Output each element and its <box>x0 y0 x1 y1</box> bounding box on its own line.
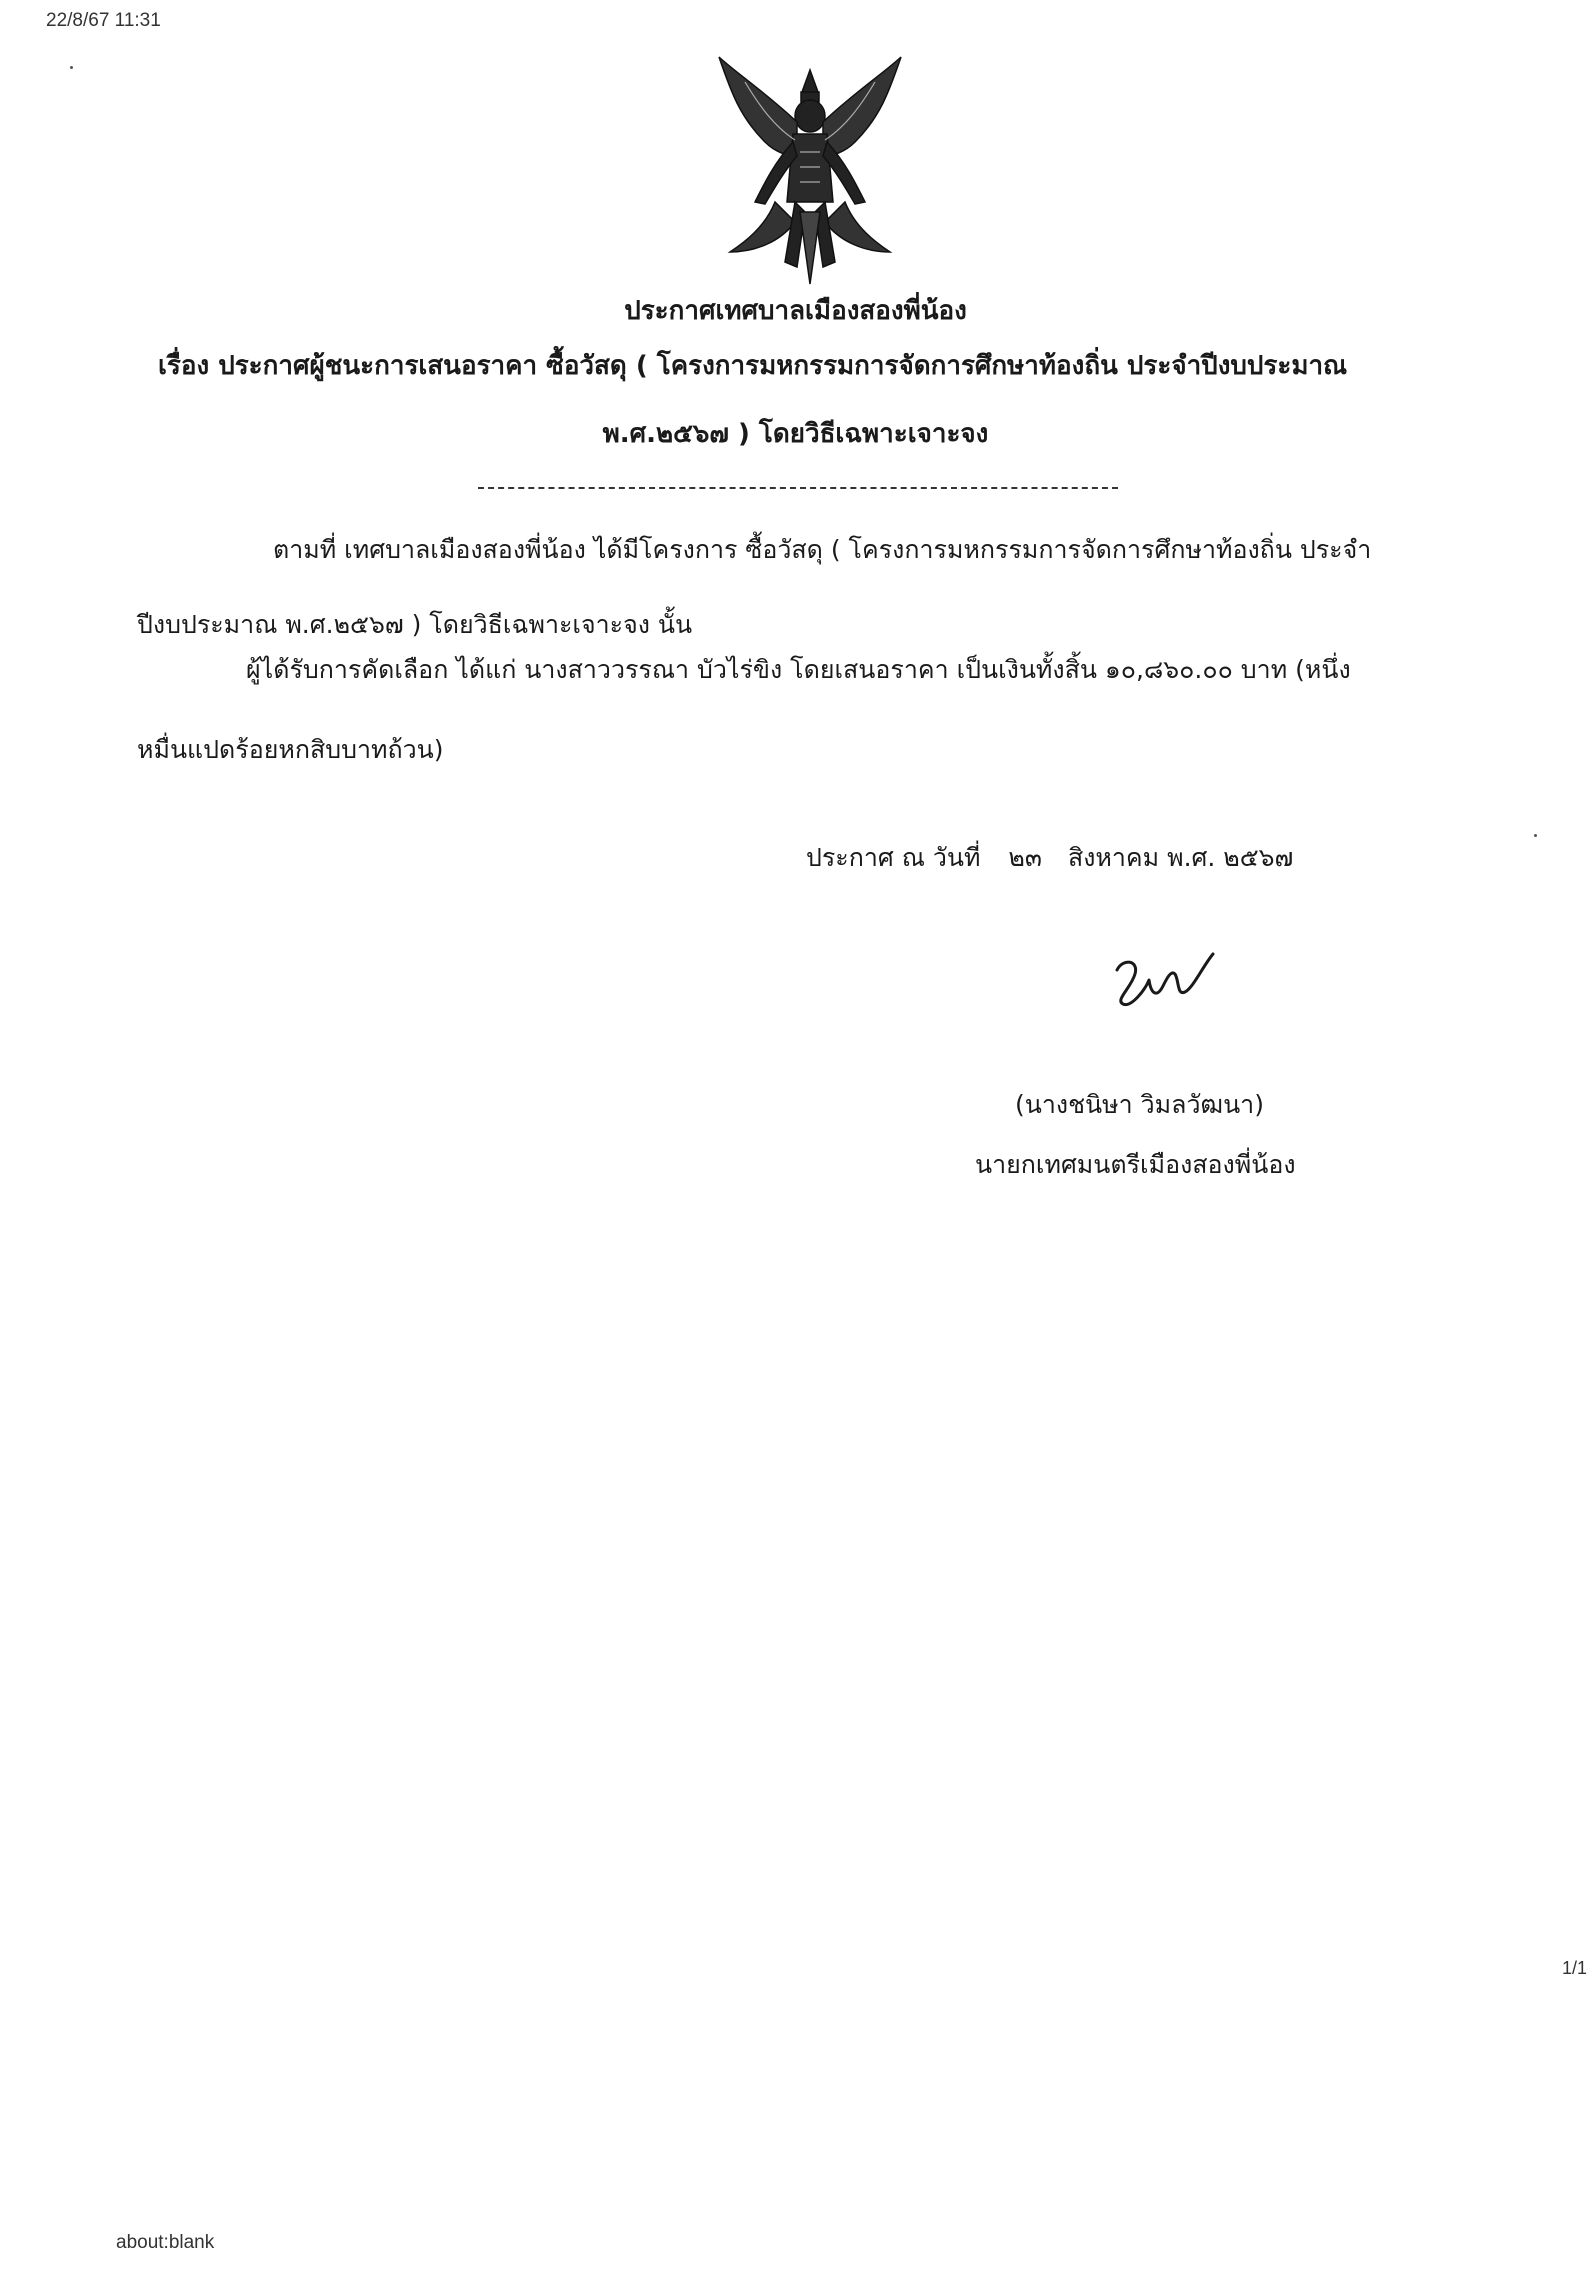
subject-line-2: พ.ศ.๒๕๖๗ ) โดยวิธีเฉพาะเจาะจง <box>602 419 989 449</box>
announcement-prefix: ประกาศ ณ วันที่ <box>806 843 981 872</box>
signer-name: (นางชนิษา วิมลวัฒนา) <box>1015 1090 1264 1119</box>
divider-line <box>478 487 1118 489</box>
scan-speck <box>70 66 73 69</box>
signature-icon <box>1105 940 1225 1020</box>
announcement-month-year: สิงหาคม พ.ศ. ๒๕๖๗ <box>1067 843 1294 872</box>
document-title: ประกาศเทศบาลเมืองสองพี่น้อง <box>624 296 967 326</box>
print-footer-url: about:blank <box>116 2232 215 2253</box>
paragraph-1-line-1: ตามที่ เทศบาลเมืองสองพี่น้อง ได้มีโครงการ ซื้อวัสดุ ( โครงการมหกรรมการจัดการศึกษาท้องถิ่น ประจำ <box>273 535 1372 564</box>
announcement-day: ๒๓ <box>1008 843 1042 872</box>
paragraph-2-line-1: ผู้ได้รับการคัดเลือก ได้แก่ นางสาววรรณา บัวไร่ขิง โดยเสนอราคา เป็นเงินทั้งสิ้น ๑๐,๘๖๐.๐๐ บาท (หนึ่ง <box>246 655 1351 684</box>
paragraph-1-line-2: ปีงบประมาณ พ.ศ.๒๕๖๗ ) โดยวิธีเฉพาะเจาะจง นั้น <box>137 610 693 639</box>
subject-line-1: เรื่อง ประกาศผู้ชนะการเสนอราคา ซื้อวัสดุ ( โครงการมหกรรมการจัดการศึกษาท้องถิ่น ประจำปีงบประมาณ <box>158 351 1348 381</box>
scan-speck <box>1534 834 1537 837</box>
signer-position: นายกเทศมนตรีเมืองสองพี่น้อง <box>975 1150 1296 1179</box>
paragraph-2-line-2: หมื่นแปดร้อยหกสิบบาทถ้วน) <box>137 735 444 764</box>
garuda-emblem-icon <box>705 52 915 288</box>
print-header-datetime: 22/8/67 11:31 <box>46 10 161 31</box>
page-number: 1/1 <box>1562 1958 1588 1978</box>
announcement-date-line <box>806 838 1293 878</box>
